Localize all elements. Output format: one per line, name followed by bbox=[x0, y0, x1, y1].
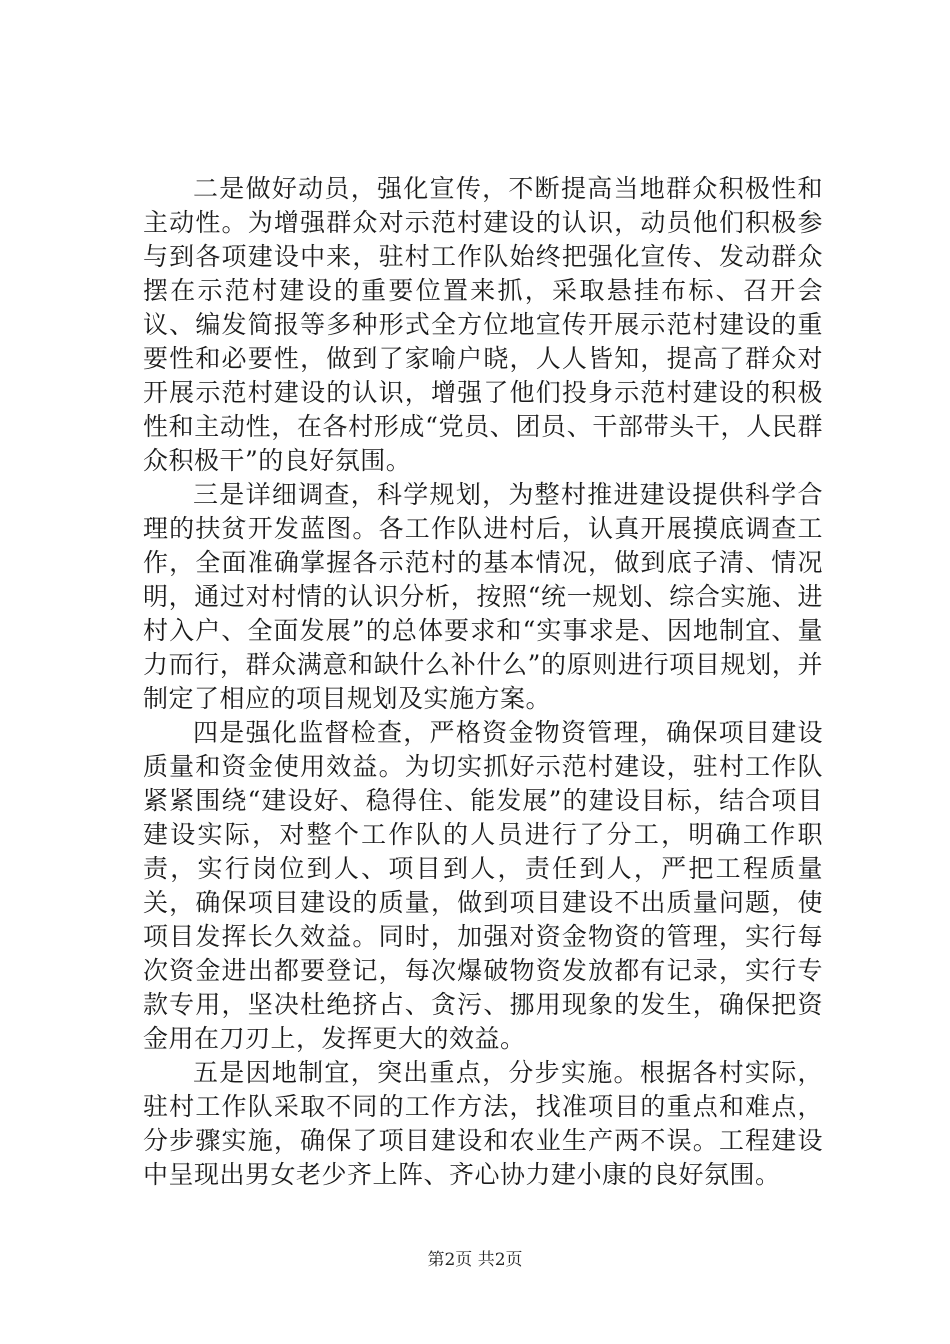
paragraph-mobilization: 二是做好动员，强化宣传，不断提高当地群众积极性和主动性。为增强群众对示范村建设的认识，动员他们积极参与到各项建设中来，驻村工作队始终把强化宣传、发动群众摆在示范村建设的重要位置来抓，采取悬挂布标、召开会议、编发简报等多种形式全方位地宣传开展示范村建设的重要性和必要性，做到了家喻户晓，人人皆知，提高了群众对开展示范村建设的认识，增强了他们投身示范村建设的积极性和主动性，在各村形成“党员、团员、干部带头干，人民群众积极干”的良好氛围。 bbox=[143, 174, 823, 475]
document-body bbox=[143, 172, 823, 1192]
paragraph-supervision: 四是强化监督检查，严格资金物资管理，确保项目建设质量和资金使用效益。为切实抓好示范村建设，驻村工作队紧紧围绕“建设好、稳得住、能发展”的建设目标，结合项目建设实际，对整个工作队的人员进行了分工，明确工作职责，实行岗位到人、项目到人，责任到人，严把工程质量关，确保项目建设的质量，做到项目建设不出质量问题，使项目发挥长久效益。同时，加强对资金物资的管理，实行每次资金进出都要登记，每次爆破物资发放都有记录，实行专款专用，坚决杜绝挤占、贪污、挪用现象的发生，确保把资金用在刀刃上，发挥更大的效益。 bbox=[143, 718, 823, 1053]
paragraph-implementation: 五是因地制宜，突出重点，分步实施。根据各村实际，驻村工作队采取不同的工作方法，找准项目的重点和难点，分步骤实施，确保了项目建设和农业生产两不误。工程建设中呈现出男女老少齐上阵、齐心协力建小康的良好氛围。 bbox=[143, 1058, 823, 1189]
page-number-footer: 第2页 共2页 bbox=[427, 1250, 523, 1270]
paragraph-planning: 三是详细调查，科学规划，为整村推进建设提供科学合理的扶贫开发蓝图。各工作队进村后，认真开展摸底调查工作，全面准确掌握各示范村的基本情况，做到底子清、情况明，通过对村情的认识分析，按照“统一规划、综合实施、进村入户、全面发展”的总体要求和“实事求是、因地制宜、量力而行，群众满意和缺什么补什么”的原则进行项目规划，并制定了相应的项目规划及实施方案。 bbox=[143, 480, 823, 713]
